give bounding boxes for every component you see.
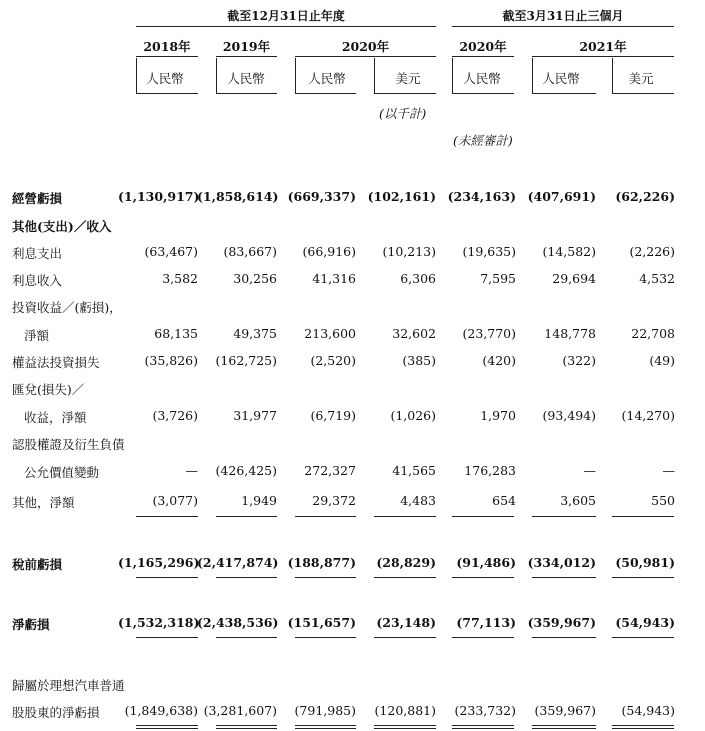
table-cell: 49,375 [233,326,277,341]
table-cell: (385) [402,353,436,368]
row-label: 利息支出 [12,246,63,261]
row-label: 公允價值變動 [24,465,100,480]
table-cell: (102,161) [367,189,436,204]
table-cell: (3,077) [152,493,198,508]
note-thousands: (以千計) [379,106,427,121]
table-cell: (23,770) [462,326,516,341]
single-underline [216,516,277,517]
row-label: 利息收入 [12,273,63,288]
table-cell: 31,977 [233,408,277,423]
table-cell: 176,283 [464,463,516,478]
table-cell: (35,826) [144,353,198,368]
table-cell: (791,985) [294,703,356,718]
table-cell: (10,213) [382,244,436,259]
currency-header: 人民幣 [146,71,184,86]
row-label: 權益法投資損失 [12,355,100,370]
table-cell: (334,012) [527,555,596,570]
currency-header: 美元 [395,71,421,86]
row-label: 其他(支出)／收入 [12,219,112,234]
single-underline [532,637,596,638]
table-cell: 654 [492,493,516,508]
table-cell: 1,970 [480,408,516,423]
table-cell: 29,694 [552,271,596,286]
year-header: 2019年 [222,39,271,54]
single-underline [374,637,436,638]
single-underline [532,516,596,517]
year-rule [136,56,198,57]
row-label: 其他，淨額 [12,495,75,510]
table-cell: (359,967) [527,615,596,630]
year-header: 2021年 [579,39,627,54]
row-label: 淨額 [24,328,50,343]
table-cell: 4,483 [400,493,436,508]
table-cell: 272,327 [304,463,356,478]
table-cell: 32,602 [392,326,436,341]
table-cell: (188,877) [287,555,356,570]
table-cell: 6,306 [400,271,436,286]
currency-header: 人民幣 [542,71,580,86]
table-cell: (151,657) [287,615,356,630]
single-underline [295,577,356,578]
table-cell: (1,130,917) [118,189,200,204]
table-cell: 68,135 [154,326,198,341]
table-cell: (322) [562,353,596,368]
table-cell: (23,148) [376,615,436,630]
table-cell: (2,438,536) [197,615,279,630]
cell-border-left [295,58,296,94]
table-cell: 3,582 [162,271,198,286]
table-cell: (2,226) [629,244,675,259]
table-cell: 213,600 [304,326,356,341]
table-cell: — [583,463,596,478]
table-cell: 148,778 [544,326,596,341]
table-cell: 1,949 [241,493,277,508]
table-cell: (6,719) [310,408,356,423]
group-rule-fiscal-year [136,26,436,27]
group-title-three-months: 截至3月31日止三個月 [502,9,624,23]
row-label: 投資收益／(虧損)， [12,300,122,315]
currency-header: 人民幣 [308,71,346,86]
table-cell: 29,372 [312,493,356,508]
single-underline [136,516,198,517]
table-cell: 30,256 [233,271,277,286]
double-underline [532,725,596,729]
single-underline [452,516,514,517]
table-cell: (2,417,874) [197,555,279,570]
table-cell: (50,981) [615,555,675,570]
double-underline [295,725,356,729]
table-cell: (28,829) [376,555,436,570]
row-label: 稅前虧損 [12,557,63,572]
table-cell: 41,565 [392,463,436,478]
cell-border-left [216,58,217,94]
table-cell: (1,026) [390,408,436,423]
single-underline [295,637,356,638]
table-cell: (49) [649,353,675,368]
table-cell: 3,605 [560,493,596,508]
table-cell: (19,635) [462,244,516,259]
single-underline [532,577,596,578]
year-rule [216,56,277,57]
year-rule [295,56,436,57]
table-cell: (77,113) [456,615,516,630]
single-underline [295,516,356,517]
table-cell: — [662,463,675,478]
row-label: 淨虧損 [12,617,50,632]
table-cell: (669,337) [287,189,356,204]
cell-bottom-rule [612,93,674,94]
double-underline [452,725,514,729]
single-underline [136,637,198,638]
year-header: 2020年 [341,39,390,54]
table-cell: (1,532,318) [118,615,200,630]
single-underline [612,516,674,517]
year-header: 2018年 [143,39,191,54]
year-rule [452,56,514,57]
table-cell: (62,226) [615,189,675,204]
table-cell: (91,486) [456,555,516,570]
table-cell: (426,425) [215,463,277,478]
row-label: 收益，淨額 [24,410,87,425]
year-header: 2020年 [459,39,507,54]
table-cell: — [185,463,198,478]
cell-border-left [532,58,533,94]
cell-border-left [136,58,137,94]
row-label: 匯兌(損失)／ [12,382,85,397]
table-cell: (14,582) [542,244,596,259]
table-cell: (2,520) [310,353,356,368]
single-underline [216,637,277,638]
single-underline [612,577,674,578]
row-label: 認股權證及衍生負債 [12,437,125,452]
table-cell: (359,967) [534,703,596,718]
table-cell: (1,849,638) [124,703,198,718]
single-underline [136,577,198,578]
double-underline [374,725,436,729]
cell-bottom-rule [295,93,356,94]
table-cell: (162,725) [215,353,277,368]
currency-header: 人民幣 [463,71,501,86]
table-cell: (233,732) [454,703,516,718]
row-label: 歸屬於理想汽車普通 [12,678,125,693]
single-underline [374,577,436,578]
year-rule [532,56,674,57]
single-underline [612,637,674,638]
row-label: 股股東的淨虧損 [12,705,100,720]
table-cell: (54,943) [615,615,675,630]
table-cell: 22,708 [631,326,675,341]
table-cell: (54,943) [621,703,675,718]
table-cell: (420) [482,353,516,368]
single-underline [374,516,436,517]
cell-bottom-rule [216,93,277,94]
note-unaudited: (未經審計) [453,133,513,148]
table-cell: 4,532 [639,271,675,286]
cell-bottom-rule [532,93,596,94]
double-underline [612,725,674,729]
cell-border-left [612,58,613,94]
table-cell: (1,165,296) [118,555,200,570]
single-underline [452,577,514,578]
currency-header: 人民幣 [227,71,265,86]
single-underline [452,637,514,638]
cell-bottom-rule [136,93,198,94]
table-cell: (407,691) [527,189,596,204]
cell-border-left [452,58,453,94]
table-cell: (3,726) [152,408,198,423]
table-cell: (120,881) [374,703,436,718]
cell-border-left [374,58,375,94]
table-cell: (1,858,614) [197,189,279,204]
table-cell: 550 [651,493,675,508]
row-label: 經營虧損 [12,191,63,206]
table-cell: (63,467) [144,244,198,259]
single-underline [216,577,277,578]
table-cell: 41,316 [312,271,356,286]
double-underline [136,725,198,729]
currency-header: 美元 [628,71,654,86]
group-title-fiscal-year: 截至12月31日止年度 [227,9,345,23]
table-cell: (66,916) [302,244,356,259]
cell-bottom-rule [374,93,436,94]
table-cell: (93,494) [542,408,596,423]
table-cell: (3,281,607) [203,703,277,718]
double-underline [216,725,277,729]
cell-bottom-rule [452,93,514,94]
group-rule-three-months [452,26,674,27]
table-cell: (14,270) [621,408,675,423]
table-cell: 7,595 [480,271,516,286]
table-cell: (234,163) [447,189,516,204]
table-cell: (83,667) [223,244,277,259]
